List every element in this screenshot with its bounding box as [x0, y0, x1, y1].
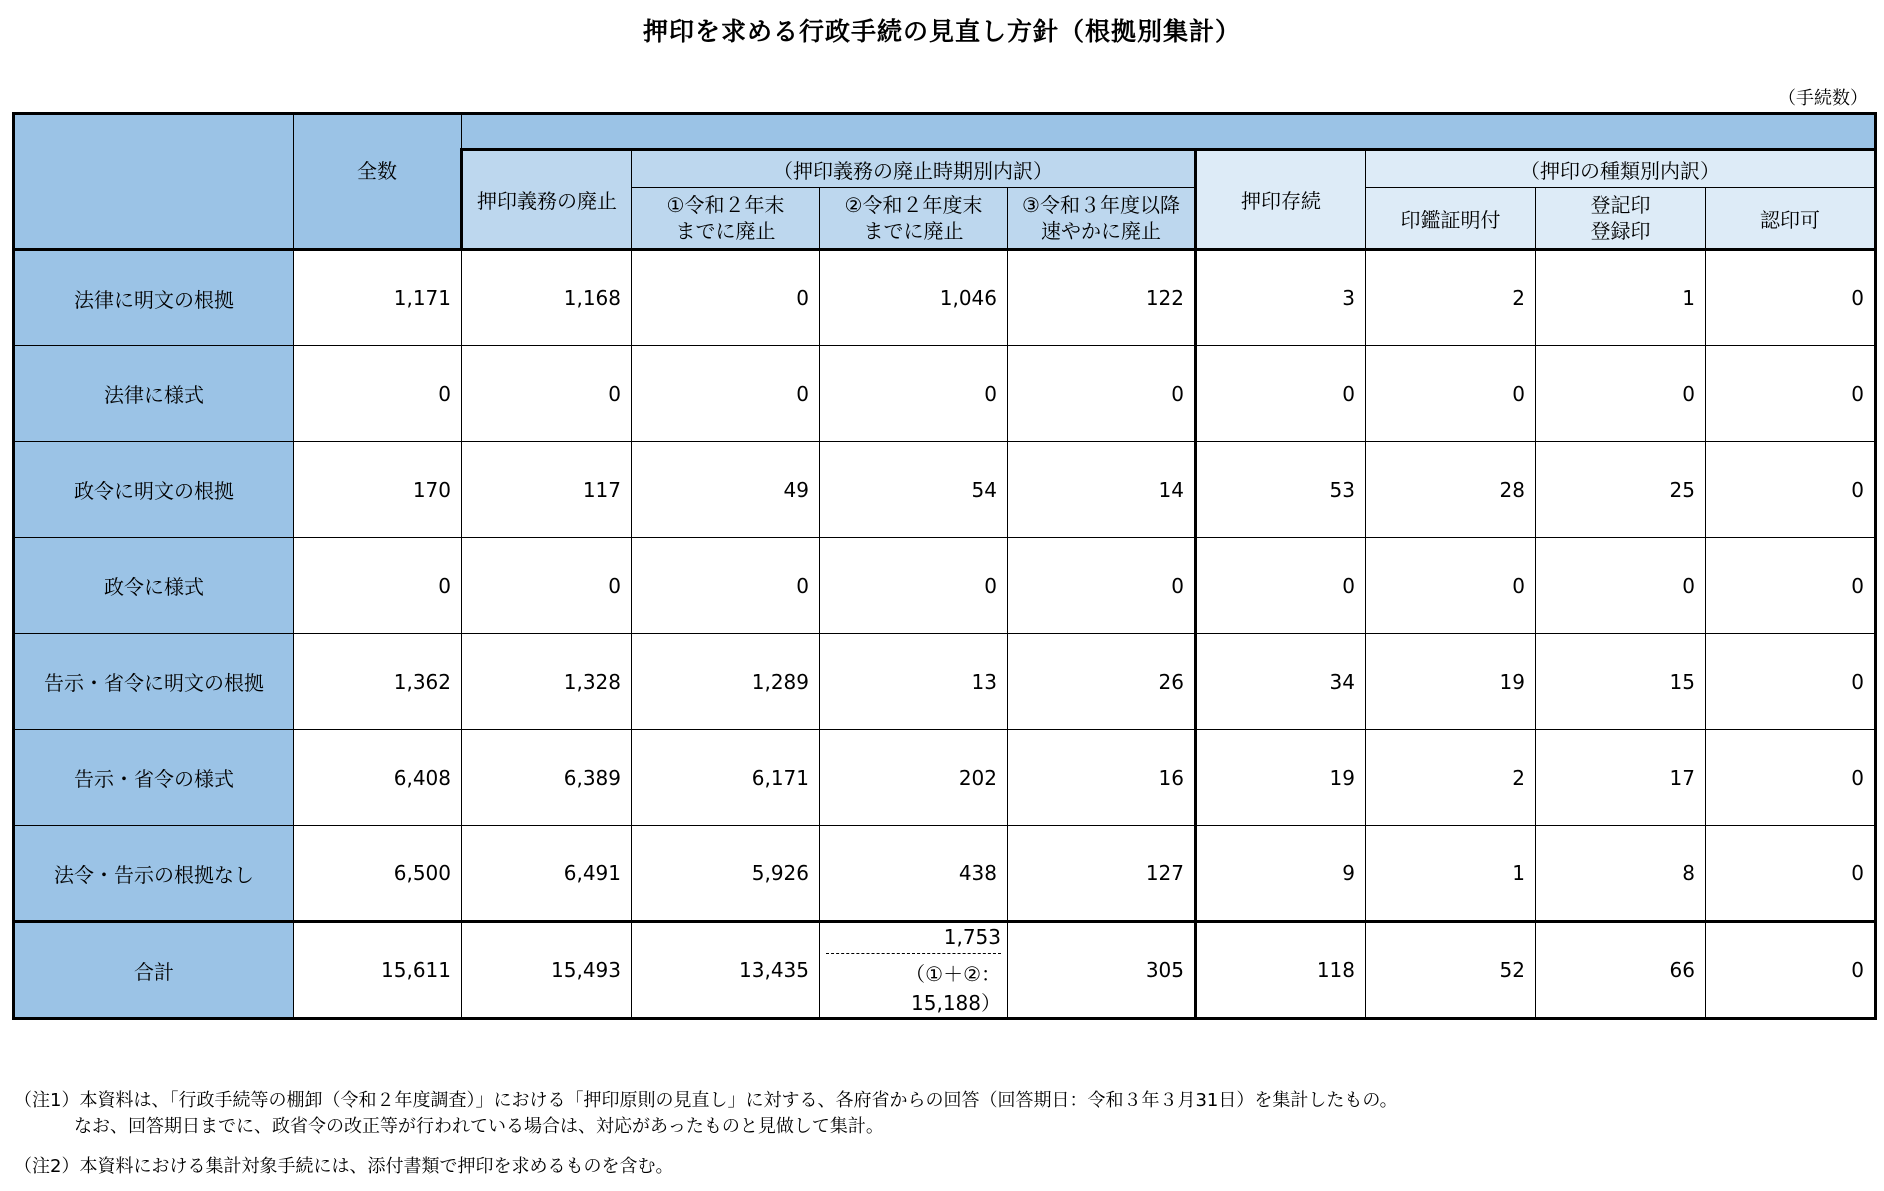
cell-period-3: 14 — [1008, 442, 1196, 538]
row-label: 政令に様式 — [14, 538, 294, 634]
table-row — [14, 346, 1876, 442]
cell-continue: 34 — [1196, 634, 1366, 730]
cell-abolish: 0 — [462, 346, 632, 442]
header-abolish-breakdown: （押印義務の廃止時期別内訳） — [632, 150, 1196, 188]
cell-total: 1,362 — [294, 634, 462, 730]
table-row — [14, 442, 1876, 538]
cell-total: 0 — [294, 538, 462, 634]
cell-period-1: 5,926 — [632, 826, 820, 922]
cell-period-3: 127 — [1008, 826, 1196, 922]
total-cell-approved: 0 — [1706, 922, 1876, 1019]
total-cell-period-1: 13,435 — [632, 922, 820, 1019]
cell-registered-seal: 15 — [1536, 634, 1706, 730]
table-row — [14, 730, 1876, 826]
cell-registered-seal: 8 — [1536, 826, 1706, 922]
cell-abolish: 0 — [462, 538, 632, 634]
cell-approved: 0 — [1706, 634, 1876, 730]
cell-total: 0 — [294, 346, 462, 442]
cell-period-2: 13 — [820, 634, 1008, 730]
total-row-label: 合計 — [14, 922, 294, 1019]
cell-seal-cert: 2 — [1366, 730, 1536, 826]
header-period-2: ②令和２年度末 までに廃止 — [820, 188, 1008, 250]
cell-approved: 0 — [1706, 442, 1876, 538]
cell-approved: 0 — [1706, 346, 1876, 442]
cell-continue: 0 — [1196, 538, 1366, 634]
cell-abolish: 6,491 — [462, 826, 632, 922]
cell-period-1: 0 — [632, 538, 820, 634]
cell-period-3: 0 — [1008, 538, 1196, 634]
page-title: 押印を求める行政手続の見直し方針（根拠別集計） — [642, 17, 1241, 46]
cell-period-3: 16 — [1008, 730, 1196, 826]
table-row — [14, 826, 1876, 922]
cell-period-1: 1,289 — [632, 634, 820, 730]
total-row — [14, 922, 1876, 1019]
note-1-line-1: （注1）本資料は、「行政手続等の棚卸（令和２年度調査）」における「押印原則の見直し」に対する、各府省からの回答（回答期日：令和３年３月31日）を集計したもの。 — [14, 1090, 1398, 1111]
cell-seal-cert: 19 — [1366, 634, 1536, 730]
cell-period-2: 438 — [820, 826, 1008, 922]
corner-header-cell — [14, 114, 294, 250]
cell-period-3: 0 — [1008, 346, 1196, 442]
header-seal-cert: 印鑑証明付 — [1366, 188, 1536, 250]
table-row — [14, 634, 1876, 730]
cell-seal-cert: 0 — [1366, 538, 1536, 634]
cell-period-2: 1,046 — [820, 250, 1008, 346]
total-cell-total: 15,611 — [294, 922, 462, 1019]
cell-total: 1,171 — [294, 250, 462, 346]
header-period-3: ③令和３年度以降 速やかに廃止 — [1008, 188, 1196, 250]
header-total: 全数 — [294, 114, 462, 250]
total-cell-period-3: 305 — [1008, 922, 1196, 1019]
header-type-breakdown: （押印の種類別内訳） — [1366, 150, 1876, 188]
cell-seal-cert: 2 — [1366, 250, 1536, 346]
cell-total: 170 — [294, 442, 462, 538]
row-label: 法律に明文の根拠 — [14, 250, 294, 346]
cell-seal-cert: 1 — [1366, 826, 1536, 922]
cell-continue: 3 — [1196, 250, 1366, 346]
cell-period-1: 0 — [632, 250, 820, 346]
header-period-1: ①令和２年末 までに廃止 — [632, 188, 820, 250]
cell-registered-seal: 0 — [1536, 538, 1706, 634]
total-period-2-value: 1,753 — [826, 925, 1001, 954]
total-cell-registered-seal: 66 — [1536, 922, 1706, 1019]
total-cell-abolish: 15,493 — [462, 922, 632, 1019]
table-row — [14, 250, 1876, 346]
cell-period-2: 202 — [820, 730, 1008, 826]
table-row — [14, 538, 1876, 634]
header-approved: 認印可 — [1706, 188, 1876, 250]
header-continue: 押印存続 — [1196, 150, 1366, 250]
cell-period-2: 0 — [820, 346, 1008, 442]
cell-abolish: 6,389 — [462, 730, 632, 826]
row-label: 告示・省令の様式 — [14, 730, 294, 826]
total-period-1-2-sum: （①＋②：15,188） — [905, 961, 1001, 1015]
note-1-line-2: なお、回答期日までに、政省令の改正等が行われている場合は、対応があったものと見做して集計。 — [74, 1116, 884, 1137]
cell-registered-seal: 25 — [1536, 442, 1706, 538]
cell-registered-seal: 1 — [1536, 250, 1706, 346]
cell-period-1: 49 — [632, 442, 820, 538]
summary-table — [12, 112, 1877, 1020]
cell-continue: 0 — [1196, 346, 1366, 442]
footnotes — [14, 1088, 1398, 1180]
header-top-band — [462, 114, 1876, 150]
cell-period-1: 6,171 — [632, 730, 820, 826]
cell-period-2: 0 — [820, 538, 1008, 634]
cell-period-1: 0 — [632, 346, 820, 442]
total-cell-continue: 118 — [1196, 922, 1366, 1019]
cell-seal-cert: 0 — [1366, 346, 1536, 442]
cell-seal-cert: 28 — [1366, 442, 1536, 538]
row-label: 告示・省令に明文の根拠 — [14, 634, 294, 730]
cell-approved: 0 — [1706, 730, 1876, 826]
header-abolish: 押印義務の廃止 — [462, 150, 632, 250]
cell-period-2: 54 — [820, 442, 1008, 538]
cell-approved: 0 — [1706, 538, 1876, 634]
note-2: （注2）本資料における集計対象手続には、添付書類で押印を求めるものを含む。 — [14, 1156, 674, 1177]
header-registered-seal: 登記印 登録印 — [1536, 188, 1706, 250]
row-label: 法律に様式 — [14, 346, 294, 442]
cell-continue: 53 — [1196, 442, 1366, 538]
cell-abolish: 1,328 — [462, 634, 632, 730]
cell-period-3: 122 — [1008, 250, 1196, 346]
cell-total: 6,408 — [294, 730, 462, 826]
total-cell-period-2 — [820, 922, 1008, 1019]
cell-approved: 0 — [1706, 250, 1876, 346]
cell-registered-seal: 0 — [1536, 346, 1706, 442]
row-label: 政令に明文の根拠 — [14, 442, 294, 538]
unit-label: （手続数） — [1778, 88, 1868, 109]
cell-abolish: 117 — [462, 442, 632, 538]
total-cell-seal-cert: 52 — [1366, 922, 1536, 1019]
cell-continue: 19 — [1196, 730, 1366, 826]
cell-continue: 9 — [1196, 826, 1366, 922]
cell-registered-seal: 17 — [1536, 730, 1706, 826]
cell-period-3: 26 — [1008, 634, 1196, 730]
row-label: 法令・告示の根拠なし — [14, 826, 294, 922]
cell-abolish: 1,168 — [462, 250, 632, 346]
cell-approved: 0 — [1706, 826, 1876, 922]
cell-total: 6,500 — [294, 826, 462, 922]
